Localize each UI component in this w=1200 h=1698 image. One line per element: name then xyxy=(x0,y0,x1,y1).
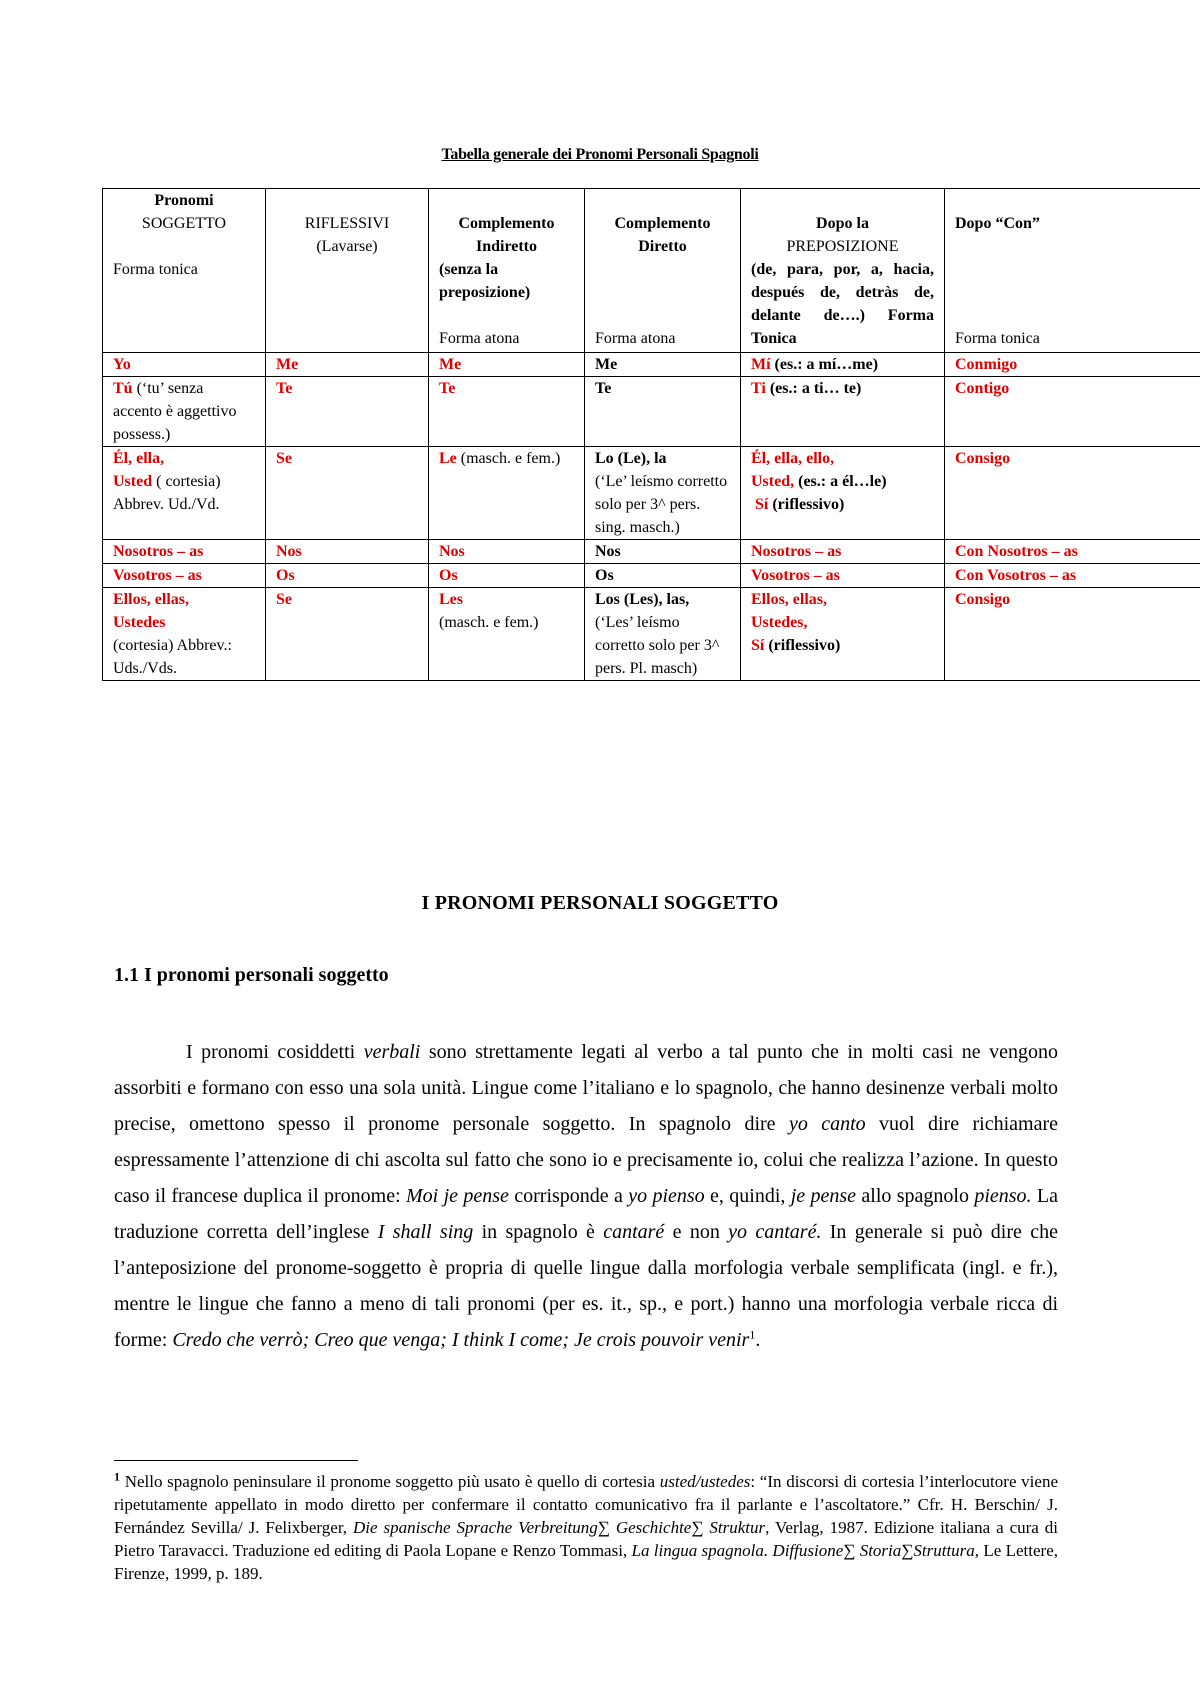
header-indiretto xyxy=(429,189,585,353)
header-riflessivi xyxy=(266,189,429,353)
header-con-sub: Forma tonica xyxy=(955,330,1040,347)
table-row-el xyxy=(103,447,1200,540)
cell-el-soggetto-red1: Él, ella, xyxy=(113,450,165,467)
cell-ellos-con: Consigo xyxy=(955,591,1011,608)
body-paragraph: I pronomi cosiddetti verbali sono strettamente legati al verbo a tal punto che in molti casi ne vengono assorbiti e formano con esso una sola unità. Lingue come l’italiano e lo spagnolo, che hanno desinenze verbali molto precise, omettono spesso il pronome personale soggetto. In spagnolo dire yo canto vuol dire richiamare espressamente l’attenzione di chi ascolta sul fatto che sono io e precisamente io, colui che realizza l’azione. In questo caso il francese duplica il pronome: Moi je pense corrisponde a yo pienso e, quindi, je pense allo spagnolo pienso. La traduzione corretta dell’inglese I shall sing in spagnolo è cantaré e non yo cantaré. In generale si può dire che l’anteposizione del pronome-soggetto è propria di quelle lingue dalla morfologia verbale semplificata (ingl. e fr.), mentre le lingue che fanno a meno di tali pronomi (per es. it., sp., e port.) hanno una morfologia verbale ricca di forme: Credo che verrò; Creo que venga; I think I come; Je crois pouvoir venir$^1$. xyxy=(114,1041,1058,1351)
header-con-line1: Dopo “Con” xyxy=(955,215,1040,232)
header-indiretto-line3: (senza la xyxy=(439,261,499,278)
cell-el-prep-rest3: (riflessivo) xyxy=(772,496,845,513)
section-title: I PRONOMI PERSONALI SOGGETTO xyxy=(421,892,779,914)
header-preposizione-list: (de, para, por, a, hacia, después de, detràs de, delante de….) Forma Tonica xyxy=(751,261,934,347)
footnote-number: 1 xyxy=(114,1469,120,1484)
header-indiretto-line1: Complemento xyxy=(458,215,555,232)
cell-nosotros-indiretto: Nos xyxy=(439,543,465,560)
cell-yo-soggetto: Yo xyxy=(113,356,131,373)
header-soggetto-line2: SOGGETTO xyxy=(141,215,227,232)
cell-el-soggetto-rest2: ( cortesia) xyxy=(156,473,221,490)
header-diretto xyxy=(585,189,741,353)
cell-ellos-prep-rest3: (riflessivo) xyxy=(768,637,841,654)
pronouns-table xyxy=(102,188,1200,681)
header-riflessivi-line2: (Lavarse) xyxy=(316,238,378,255)
cell-tu-prep-red: Ti xyxy=(751,380,766,397)
cell-el-indiretto-red: Le xyxy=(439,450,457,467)
cell-tu-con: Contigo xyxy=(955,380,1010,397)
header-preposizione-line1: Dopo la xyxy=(816,215,869,232)
header-diretto-sub: Forma atona xyxy=(595,330,676,347)
cell-tu-riflessivo: Te xyxy=(276,380,293,397)
footnote: $^1$ Nello spagnolo peninsulare il pronome soggetto più usato è quello di cortesia usted/ustedes: “In discorsi di cortesia l’interlocutore viene ripetutamente appellato in modo diretto per confermare il contatto comunicativo fra il parlante e l’ascoltatore.” Cfr. H. Berschin/ J. Fernández Sevilla/ J. Felixberger, Die spanische Sprache Verbreitung∑ Geschichte∑ Struktur, Verlag, 1987. Edizione italiana a cura di Pietro Taravacci. Traduzione ed editing di Paola Lopane e Renzo Tommasi, La lingua spagnola. Diffusione∑ Storia∑Struttura, Le Lettere, Firenze, 1999, p. 189. xyxy=(114,1469,1058,1583)
cell-ellos-prep-red2: Ustedes, xyxy=(751,614,808,631)
cell-el-prep-red1: Él, ella, ello, xyxy=(751,450,835,467)
cell-yo-con: Conmigo xyxy=(955,356,1018,373)
cell-ellos-soggetto-red1: Ellos, ellas, xyxy=(113,591,190,608)
cell-vosotros-con: Con Vosotros – as xyxy=(955,567,1077,584)
cell-ellos-soggetto-rest: (cortesia) Abbrev.: Uds./Vds. xyxy=(113,637,232,677)
table-row-tu xyxy=(103,377,1200,447)
cell-ellos-soggetto-red2: Ustedes xyxy=(113,614,166,631)
table-row-nosotros xyxy=(103,540,1200,564)
cell-tu-indiretto: Te xyxy=(439,380,456,397)
cell-el-prep-red3: Sí xyxy=(755,496,769,513)
cell-el-con: Consigo xyxy=(955,450,1011,467)
cell-vosotros-diretto: Os xyxy=(595,567,614,584)
cell-vosotros-indiretto: Os xyxy=(439,567,458,584)
cell-ellos-diretto-bold: Los (Les), las, xyxy=(595,591,690,608)
header-con xyxy=(945,189,1200,353)
cell-ellos-diretto-rest: (‘Les’ leísmo corretto solo per 3^ pers. Pl. masch) xyxy=(595,614,720,677)
cell-yo-riflessivo: Me xyxy=(276,356,299,373)
table-row-yo xyxy=(103,353,1200,377)
cell-vosotros-soggetto: Vosotros – as xyxy=(113,567,202,584)
cell-ellos-indiretto-red: Les xyxy=(439,591,463,608)
cell-yo-diretto: Me xyxy=(595,356,618,373)
table-header-row xyxy=(103,189,1200,353)
table-row-ellos xyxy=(103,588,1200,681)
cell-tu-soggetto-red: Tú xyxy=(113,380,133,397)
cell-yo-indiretto: Me xyxy=(439,356,462,373)
cell-tu-soggetto-rest: (‘tu’ senza accento è aggettivo possess.) xyxy=(113,380,237,443)
header-soggetto-sub: Forma tonica xyxy=(113,261,198,278)
header-indiretto-sub: Forma atona xyxy=(439,330,520,347)
cell-el-soggetto-rest3: Abbrev. Ud./Vd. xyxy=(113,496,220,513)
header-soggetto-line1: Pronomi xyxy=(154,192,214,209)
cell-yo-prep-red: Mí xyxy=(751,356,771,373)
cell-nosotros-diretto: Nos xyxy=(595,543,621,560)
header-diretto-line1: Complemento xyxy=(614,215,711,232)
cell-el-soggetto-red2: Usted xyxy=(113,473,153,490)
cell-el-indiretto-rest: (masch. e fem.) xyxy=(460,450,561,467)
cell-vosotros-riflessivo: Os xyxy=(276,567,295,584)
header-indiretto-line4: preposizione) xyxy=(439,284,531,301)
cell-vosotros-prep: Vosotros – as xyxy=(751,567,840,584)
cell-ellos-riflessivo: Se xyxy=(276,591,292,608)
cell-nosotros-prep: Nosotros – as xyxy=(751,543,842,560)
header-preposizione xyxy=(741,189,945,353)
footnote-ref[interactable]: 1 xyxy=(749,1327,756,1342)
cell-ellos-prep-red3: Sí xyxy=(751,637,765,654)
cell-el-diretto-bold: Lo (Le), la xyxy=(595,450,667,467)
cell-ellos-indiretto-rest: (masch. e fem.) xyxy=(439,614,539,631)
header-riflessivi-line1: RIFLESSIVI xyxy=(304,215,390,232)
header-soggetto xyxy=(103,189,266,353)
cell-el-prep-rest2: (es.: a él…le) xyxy=(798,473,887,490)
cell-nosotros-riflessivo: Nos xyxy=(276,543,302,560)
cell-ellos-prep-red1: Ellos, ellas, xyxy=(751,591,828,608)
cell-tu-prep-rest: (es.: a ti… te) xyxy=(769,380,862,397)
cell-el-diretto-rest: (‘Le’ leísmo corretto solo per 3^ pers. sing. masch.) xyxy=(595,473,728,536)
subsection-heading: 1.1 I pronomi personali soggetto xyxy=(114,964,389,986)
table-title: Tabella generale dei Pronomi Personali Spagnoli xyxy=(441,146,759,163)
cell-el-riflessivo: Se xyxy=(276,450,292,467)
header-preposizione-line2: PREPOSIZIONE xyxy=(786,238,899,255)
header-indiretto-line2: Indiretto xyxy=(475,238,538,255)
cell-nosotros-con: Con Nosotros – as xyxy=(955,543,1078,560)
cell-yo-prep-rest: (es.: a mí…me) xyxy=(774,356,879,373)
table-row-vosotros xyxy=(103,564,1200,588)
cell-el-prep-red2: Usted, xyxy=(751,473,795,490)
footnote-separator xyxy=(114,1460,358,1461)
cell-nosotros-soggetto: Nosotros – as xyxy=(113,543,204,560)
header-diretto-line2: Diretto xyxy=(638,238,687,255)
cell-tu-diretto: Te xyxy=(595,380,612,397)
